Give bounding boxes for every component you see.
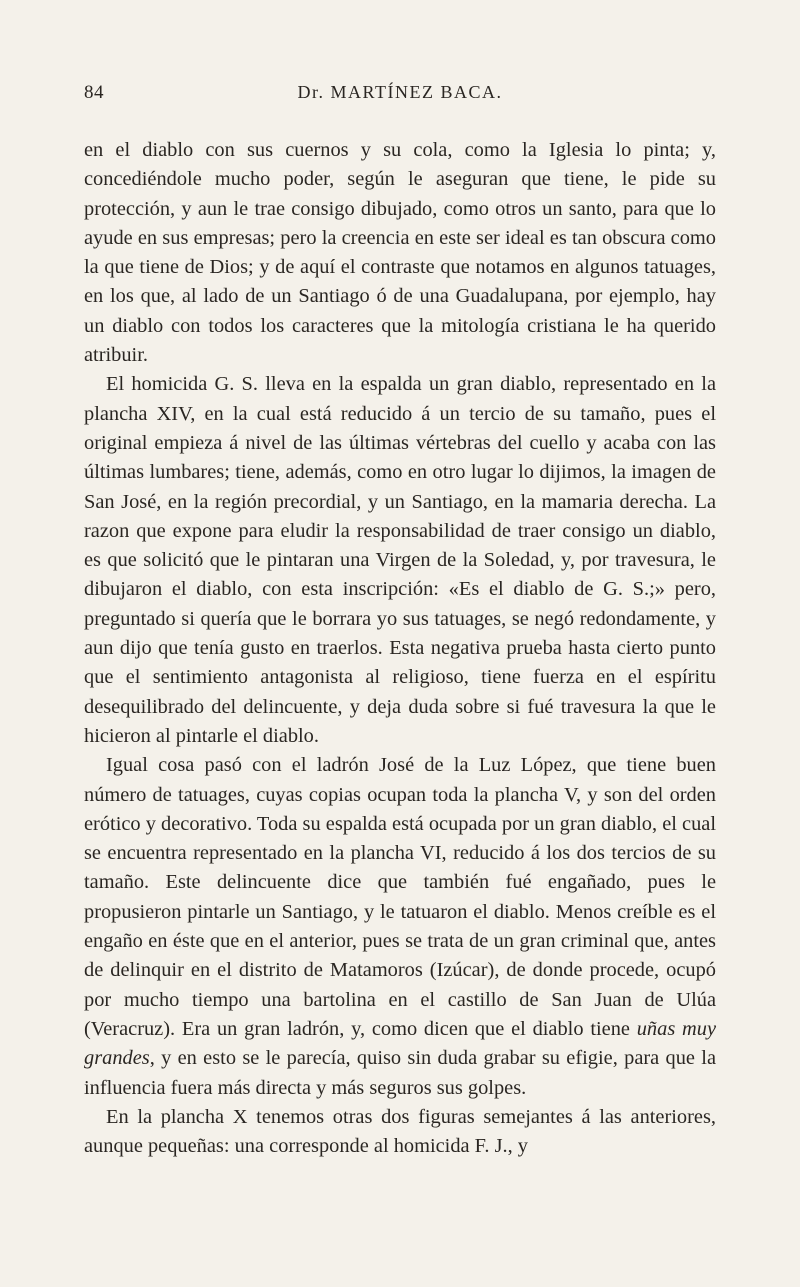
paragraph-text-part: Igual cosa pasó con el ladrón José de la Luz López, que tiene buen número de tatuages, cuyas copias ocupan toda la plancha V, y son del orden erótico y decorativo. Toda su espalda está ocupada por un gran diablo, el cual se encuentra representado en la plancha VI, reducido á los dos tercios de su tamaño. Este delincuente dice que también fué engañado, pues le propusieron pintarle un Santiago, y le tatuaron el diablo. Menos creíble es el engaño en éste que en el anterior, pues se trata de un gran criminal que, antes de delinquir en el distrito de Matamoros (Izúcar), de donde procede, ocupó por mucho tiempo una bartolina en el castillo de San Juan de Ulúa (Veracruz). Era un gran ladrón, y, como dicen que el diablo tiene (84, 754, 716, 1040)
running-head: Dr. MARTÍNEZ BACA. (297, 82, 503, 102)
paragraph-ladron-lopez (84, 751, 716, 1103)
italic-phrase: uñas muy grandes (84, 1017, 717, 1070)
paragraph-text-part: , y en esto se le parecía, quiso sin duda grabar su efigie, para que la influencia fuera más directa y más seguros sus golpes. (84, 1047, 716, 1099)
paragraph-homicida-gs: El homicida G. S. lleva en la espalda un gran diablo, representado en la plancha XIV, en la cual está reducido á un tercio de su tamaño, pues el original empieza á nivel de las últimas vértebras del cuello y acaba con las últimas lumbares; tiene, además, como en otro lugar lo dijimos, la imagen de San José, en la región precordial, y un Santiago, en la mamaria derecha. La razon que expone para eludir la responsabilidad de traer consigo un diablo, es que solicitó que le pintaran una Virgen de la Soledad, y, por travesura, le dibujaron el diablo, con esta inscripción: «Es el diablo de G. S.;» pero, preguntado si quería que le borrara yo sus tatuages, se negó redondamente, y aun dijo que tenía gusto en traerlos. Esta negativa prueba hasta cierto punto que el sentimiento antagonista al religioso, tiene fuerza en el espíritu desequilibrado del delincuente, y deja duda sobre si fué travesura la que le hicieron al pintarle el diablo. (84, 373, 716, 747)
paragraph-plancha-x: En la plancha X tenemos otras dos figuras semejantes á las anteriores, aunque pequeñas: una corresponde al homicida F. J., y (84, 1105, 716, 1158)
page-number: 84 (84, 82, 104, 103)
paragraph-continuation: en el diablo con sus cuernos y su cola, como la Iglesia lo pinta; y, concediéndole mucho poder, según le aseguran que tiene, le pide su protección, y aun le trae consigo dibujado, como otros un santo, para que lo ayude en sus empresas; pero la creencia en este ser ideal es tan obscura como la que tiene de Dios; y de aquí el contraste que notamos en algunos tatuages, en los que, al lado de un Santiago ó de una Guadalupana, por ejemplo, hay un diablo con todos los caracteres que la mitología cristiana le ha querido atribuir. (84, 139, 716, 367)
page-header (84, 82, 716, 112)
body-text (84, 136, 716, 1161)
